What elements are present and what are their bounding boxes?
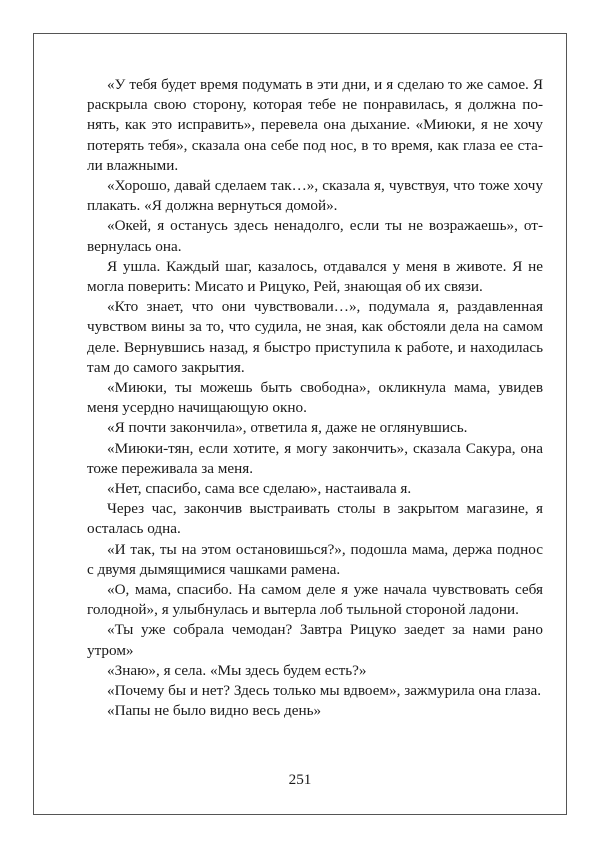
paragraph: Через час, закончив выстраивать столы в закрытом магазине, я осталась одна. xyxy=(87,500,543,538)
paragraph: «Кто знает, что они чувствовали…», подумала я, раздавленная чувством вины за то, что судила, не зная, как обстояли дела на самом деле. Вернувшись назад, я быстро приступила к работе, и находилась там до самого закрытия. xyxy=(87,298,543,376)
paragraph: «И так, ты на этом остановишься?», подошла мама, держа поднос с двумя дымящимися чашками рамена. xyxy=(87,540,543,578)
paragraph: «У тебя будет время подумать в эти дни, и я сделаю то же самое. Я раскрыла свою сторону, которая тебе не понравилась, я должна понять, как это исправить», перевела она дыхание. «Миюки, я не хочу потерять тебя», сказала она себе под нос, в то время, как глаза ее стали влажными. xyxy=(87,76,543,174)
paragraph: «Хорошо, давай сделаем так…», сказала я, чувствуя, что тоже хочу плакать. «Я должна вернуться домой». xyxy=(87,177,543,215)
paragraph: «Папы не было видно весь день» xyxy=(107,702,322,720)
paragraph: «Ты уже собрала чемодан? Завтра Рицуко заедет за нами рано утром» xyxy=(87,621,543,659)
paragraph: «Нет, спасибо, сама все сделаю», настаивала я. xyxy=(107,480,412,498)
paragraph: «Миюки, ты можешь быть свободна», окликнула мама, увидев меня усердно начищающую окно. xyxy=(87,379,543,417)
paragraph: «Миюки-тян, если хотите, я могу закончить», сказала Сакура, она тоже переживала за меня. xyxy=(87,439,543,477)
paragraph: Я ушла. Каждый шаг, казалось, отдавался у меня в животе. Я не могла поверить: Мисато и Рицуко, Рей, знающая об их связи. xyxy=(87,257,543,296)
body-text xyxy=(87,75,543,722)
paragraph: «Знаю», я села. «Мы здесь будем есть?» xyxy=(107,661,367,679)
paragraph: «О, мама, спасибо. На самом деле я уже начала чувствовать себя голодной», я улыбнулась и вытерла лоб тыльной стороной ладони. xyxy=(87,581,543,619)
paragraph: «Окей, я останусь здесь ненадолго, если ты не возражаешь», отвернулась она. xyxy=(87,217,543,255)
paragraph: «Почему бы и нет? Здесь только мы вдвоем», зажмурила она глаза. xyxy=(107,682,542,700)
page-number: 251 xyxy=(288,771,312,788)
paragraph: «Я почти закончила», ответила я, даже не оглянувшись. xyxy=(107,419,468,437)
